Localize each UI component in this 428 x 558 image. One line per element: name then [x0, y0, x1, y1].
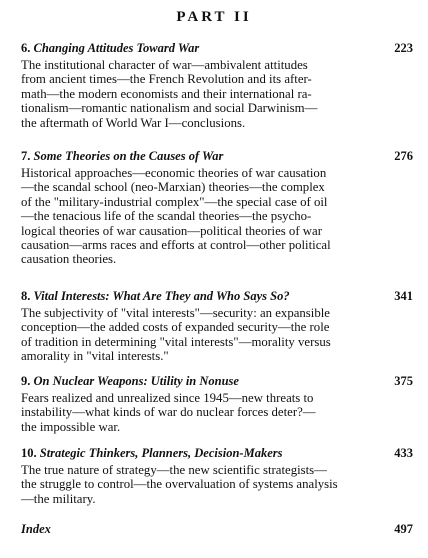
chapter-number: 6.: [21, 41, 31, 55]
summary-line: the aftermath of World War I—conclusions.: [21, 115, 246, 130]
toc-entry-chapter-8: [21, 288, 413, 364]
chapter-number: 10.: [21, 446, 37, 460]
summary-line: causation—arms races and efforts at control—other political: [21, 238, 331, 253]
chapter-page-number: 433: [394, 446, 413, 460]
summary-line: Fears realized and unrealized since 1945—new threats to: [21, 391, 314, 405]
chapter-page-number: 223: [394, 41, 413, 55]
chapter-number: 7.: [21, 149, 31, 163]
summary-line: The institutional character of war—ambivalent attitudes: [21, 58, 308, 72]
summary-line: —the tenacious life of the scandal theories—the psycho-: [21, 209, 312, 224]
summary-line: conception—the added costs of expanded security—the role: [21, 320, 330, 335]
summary-line: of the "military-industrial complex"—the special case of oil: [21, 194, 328, 209]
chapter-title: Changing Attitudes Toward War: [33, 41, 200, 55]
summary-line: causation theories.: [21, 252, 117, 267]
chapter-heading: [21, 40, 413, 57]
index-page-number: 497: [394, 522, 413, 536]
toc-entry-index: [21, 521, 413, 538]
chapter-heading: [21, 373, 413, 390]
summary-line: amorality in "vital interests.": [21, 349, 169, 364]
chapter-heading: [21, 445, 413, 462]
summary-line: The true nature of strategy—the new scientific strategists—: [21, 463, 327, 477]
chapter-heading: [21, 288, 413, 305]
chapter-page-number: 375: [394, 374, 413, 388]
chapter-summary: [21, 306, 413, 364]
summary-line: —the scandal school (neo-Marxian) theories—the complex: [21, 180, 325, 195]
part-title: PART II: [176, 9, 252, 25]
toc-entry-chapter-10: [21, 445, 413, 506]
chapter-summary: [21, 166, 413, 267]
chapter-title: Strategic Thinkers, Planners, Decision-Makers: [39, 446, 283, 460]
summary-line: —the military.: [21, 491, 96, 506]
summary-line: the struggle to control—the overvaluation of systems analysis: [21, 477, 338, 492]
summary-line: logical theories of war causation—political theories of war: [21, 223, 322, 238]
summary-line: Historical approaches—economic theories of war causation: [21, 166, 327, 180]
chapter-page-number: 276: [394, 149, 413, 163]
chapter-title: Some Theories on the Causes of War: [33, 149, 224, 163]
chapter-summary: [21, 391, 413, 434]
summary-line: tionalism—romantic nationalism and social Darwinism—: [21, 101, 318, 116]
chapter-title: On Nuclear Weapons: Utility in Nonuse: [33, 374, 239, 388]
chapter-heading: [21, 148, 413, 165]
chapter-summary: [21, 58, 413, 130]
chapter-page-number: 341: [394, 289, 413, 303]
summary-line: from ancient times—the French Revolution and its after-: [21, 72, 312, 87]
summary-line: math—the modern economists and their international ra-: [21, 86, 312, 101]
toc-entry-chapter-6: [21, 40, 413, 130]
chapter-number: 8.: [21, 289, 31, 303]
summary-line: The subjectivity of "vital interests"—security: an expansible: [21, 306, 330, 320]
toc-entry-chapter-7: [21, 148, 413, 267]
chapter-number: 9.: [21, 374, 31, 388]
index-title: Index: [21, 522, 51, 536]
chapter-title: Vital Interests: What Are They and Who Says So?: [33, 289, 290, 303]
summary-line: the impossible war.: [21, 419, 121, 434]
chapter-summary: [21, 463, 413, 506]
toc-entry-chapter-9: [21, 373, 413, 434]
summary-line: instability—what kinds of war do nuclear forces deter?—: [21, 405, 316, 420]
summary-line: of tradition in determining "vital interests"—morality versus: [21, 334, 331, 349]
